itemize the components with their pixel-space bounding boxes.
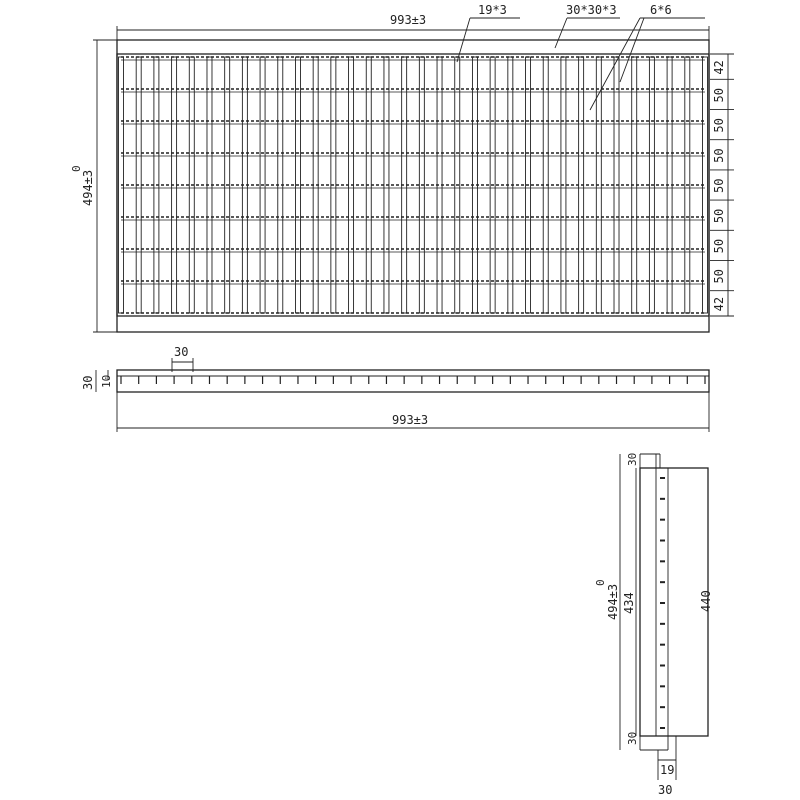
end-flange-label: 30 [658,783,673,797]
top-width-label: 494±3 [81,169,95,206]
outer-frame [117,40,709,332]
side-teeth [121,376,705,384]
end-bottom-label: 30 [626,731,639,745]
right-dim-label: 50 [712,208,726,224]
twist-bar-label: 6*6 [650,3,672,17]
side-height-label: 30 [81,375,95,390]
end-bar-label: 19 [660,763,675,777]
cross-bar-label: 30*30*3 [566,3,617,17]
top-view [70,3,734,332]
side-flange-label: 10 [100,374,113,388]
end-span-label: 440 [699,590,713,612]
grating-grid [119,57,708,316]
side-view [81,345,709,432]
right-dim-label: 42 [712,296,726,312]
cross-bar-leader [555,18,567,48]
end-outer-frame [640,468,708,736]
right-dim-chain [710,54,734,316]
right-dim-label: 50 [712,238,726,254]
side-length-label: 993±3 [392,413,429,427]
end-top-label: 30 [626,452,639,466]
end-width-label: 494±3 [606,583,620,620]
side-pitch-label: 30 [174,345,189,359]
top-length-label: 993±3 [390,13,427,27]
right-dim-label: 50 [712,87,726,103]
twist-bar-leader-1 [590,18,640,110]
right-dim-label: 50 [712,118,726,133]
end-bar-dots [660,478,665,728]
end-view [594,453,713,797]
right-dim-label: 50 [712,148,726,163]
top-width-sup: 0 [70,165,83,172]
end-width-sup: 0 [594,579,607,586]
right-dim-label: 42 [712,60,726,75]
bearing-bar-label: 19*3 [478,3,507,17]
right-dim-label: 50 [712,178,726,193]
side-body [117,370,709,392]
right-dim-label: 50 [712,269,726,284]
end-inner-label: 434 [622,592,636,614]
